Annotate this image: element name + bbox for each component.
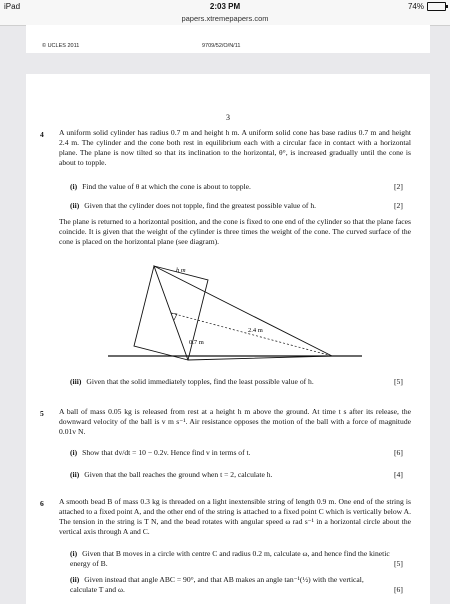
cone-axis: [171, 313, 332, 356]
marks: [5]: [394, 377, 403, 386]
battery-percent: 74%: [407, 2, 424, 11]
battery-icon: [427, 2, 446, 11]
question-6-number: 6: [40, 499, 44, 508]
part-label: (i): [70, 448, 78, 457]
battery-indicator: [408, 2, 446, 11]
label-h: h m: [176, 267, 186, 274]
part-label: (ii): [70, 201, 80, 210]
question-4-part-iii: [70, 377, 370, 387]
clock: 2:03 PM: [209, 2, 241, 11]
cone-outline: [154, 266, 332, 360]
url-text: papers.xtremepapers.com: [181, 14, 269, 23]
part-text: Show that dv/dt = 10 − 0.2v. Hence find v in terms of t.: [82, 448, 251, 457]
label-slant: 2.4 m: [248, 327, 263, 334]
part-text: Given that the ball reaches the ground when t = 2, calculate h.: [84, 470, 273, 479]
question-4-paragraph: The plane is returned to a horizontal position, and the cone is fixed to one end of the cylinder so that the plane faces coincide. It is given that the weight of the cylinder is three times the weight of the cone. The curved surface of the cone is placed on the horizontal plane (see diagram).: [59, 217, 411, 246]
question-4-stem: A uniform solid cylinder has radius 0.7 m and height h m. A uniform solid cone has base radius 0.7 m and height 2.4 m. The cylinder and the cone both rest in equilibrium each with a circular face in contact with a horizontal plane. The plane is now tilted so that its inclination to the horizontal, θ°, is increased gradually until the cone is about to topple.: [59, 128, 411, 167]
page-number: 3: [226, 113, 230, 122]
question-6-part-ii: [70, 575, 390, 595]
part-label: (iii): [70, 377, 82, 386]
marks: [6]: [394, 448, 403, 457]
marks: [4]: [394, 470, 403, 479]
exam-page: [26, 74, 430, 604]
marks: [2]: [394, 201, 403, 210]
part-label: (ii): [70, 575, 80, 584]
question-6-stem: A smooth bead B of mass 0.3 kg is threaded on a light inextensible string of length 0.9 m. One end of the string is attached to a fixed point A, and the other end of the string is attached to a fixed point C which is vertically below A. The tension in the string is T N, and the bead rotates with angular speed ω rad s⁻¹ in a horizontal circle about the vertical axis through A and C.: [59, 497, 411, 536]
part-text: Given that the solid immediately topples, find the least possible value of h.: [86, 377, 314, 386]
question-4-number: 4: [40, 130, 44, 139]
part-label: (i): [70, 549, 78, 558]
question-5-number: 5: [40, 409, 44, 418]
marks: [6]: [394, 585, 403, 594]
status-bar: [0, 0, 450, 13]
label-radius: 0.7 m: [189, 339, 204, 346]
paper-reference: 9709/52/O/N/11: [202, 43, 241, 49]
part-label: (ii): [70, 470, 80, 479]
copyright-text: © UCLES 2011: [42, 43, 80, 49]
device-name: iPad: [4, 2, 21, 11]
part-text: Given that B moves in a circle with centre C and radius 0.2 m, calculate ω, and hence find the kinetic energy of B.: [70, 549, 390, 568]
question-5-part-ii: [70, 470, 370, 480]
marks: [5]: [394, 559, 403, 568]
question-5-stem: A ball of mass 0.05 kg is released from rest at a height h m above the ground. At time t s after its release, the downward velocity of the ball is v m s⁻¹. Air resistance opposes the motion of the ball with a force of magnitude 0.01v N.: [59, 407, 411, 436]
previous-page-bottom: [26, 25, 430, 53]
part-text: Given that the cylinder does not topple, find the greatest possible value of h.: [84, 201, 317, 210]
question-5-part-i: [70, 448, 370, 458]
part-text: Given instead that angle ABC = 90°, and that AB makes an angle tan⁻¹(½) with the vertical, calculate T and ω.: [70, 575, 364, 594]
marks: [2]: [394, 182, 403, 191]
part-label: (i): [70, 182, 78, 191]
part-text: Find the value of θ at which the cone is about to topple.: [82, 182, 251, 191]
question-6-part-i: [70, 549, 390, 569]
